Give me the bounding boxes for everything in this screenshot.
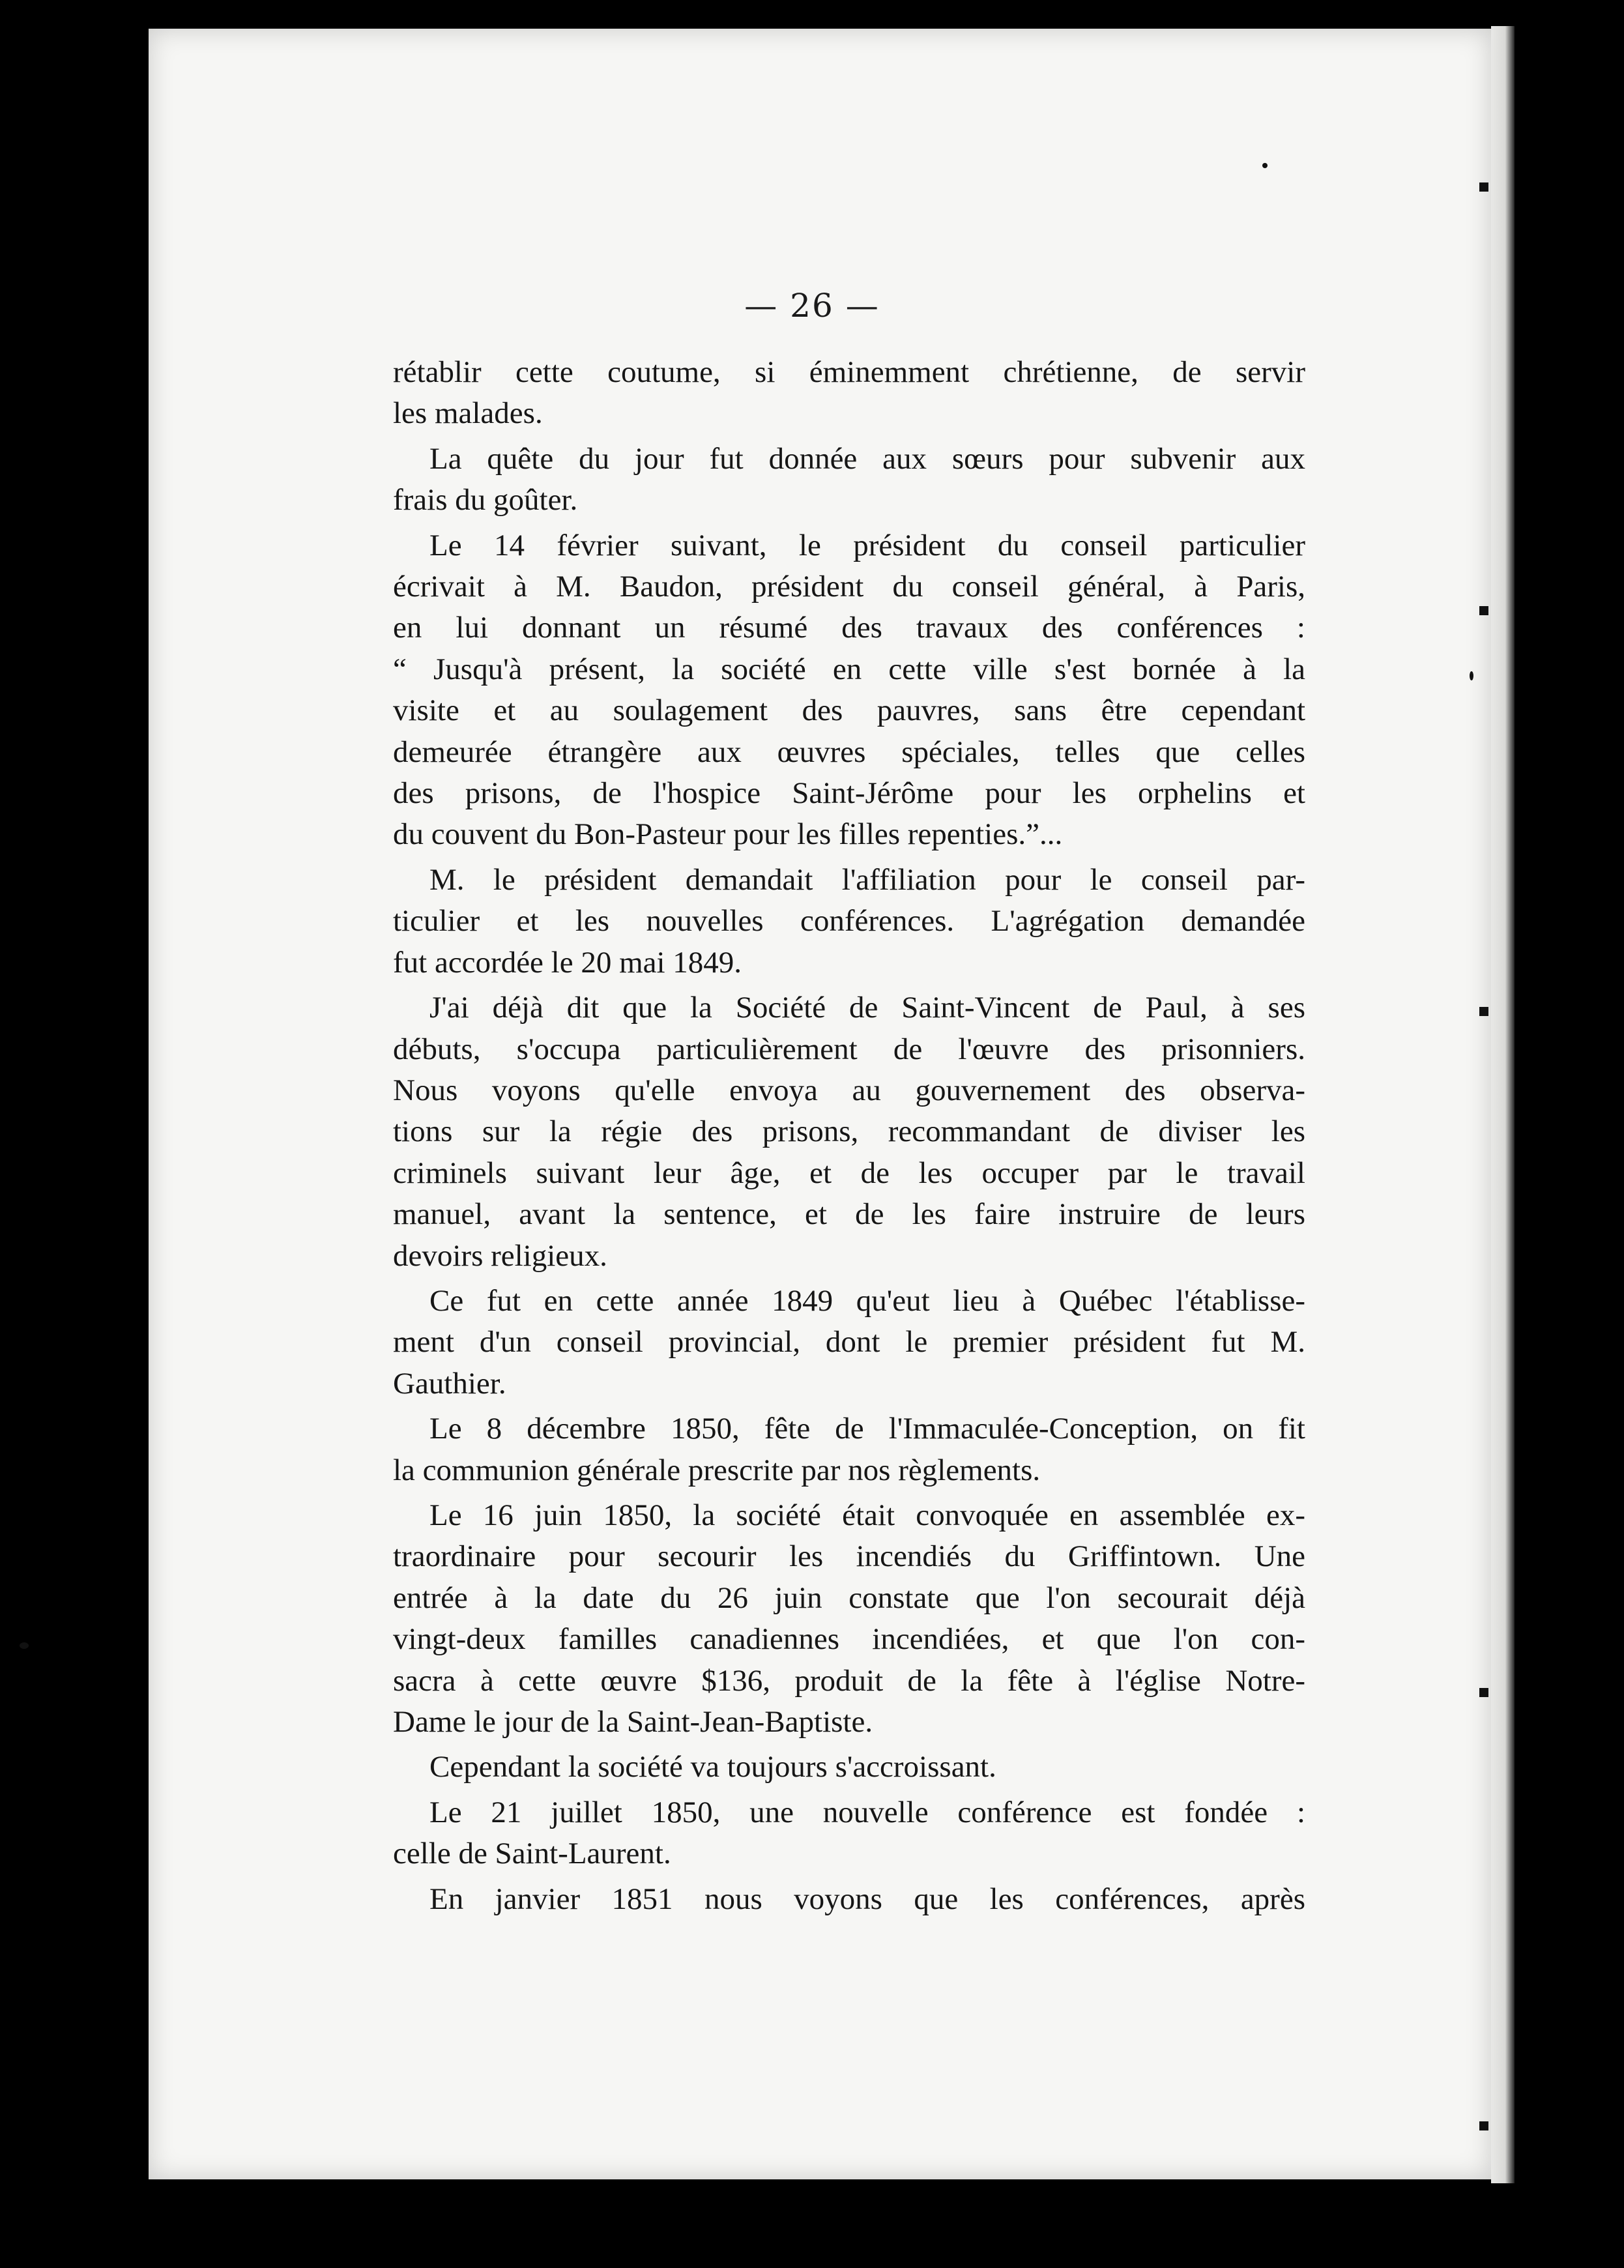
text-line: visite et au soulagement des pauvres, sans être cependant xyxy=(393,693,1305,728)
text-line: En janvier 1851 nous voyons que les conférences, après xyxy=(429,1882,1305,1916)
text-line: celle de Saint-Laurent. xyxy=(393,1837,671,1871)
dust-speck xyxy=(20,1642,29,1649)
page-body-text xyxy=(393,352,1305,1924)
text-line: M. le président demandait l'affiliation pour le conseil par- xyxy=(429,862,1305,897)
text-line: Gauthier. xyxy=(393,1366,506,1401)
text-line: vingt-deux familles canadiennes incendiées, et que l'on con- xyxy=(393,1622,1305,1657)
paragraph xyxy=(393,860,1305,983)
text-line: Cependant la société va toujours s'accroissant. xyxy=(429,1750,996,1784)
text-line: fut accordée le 20 mai 1849. xyxy=(393,945,742,980)
paragraph xyxy=(393,1408,1305,1491)
paragraph xyxy=(393,439,1305,521)
paragraph xyxy=(393,1281,1305,1404)
text-line: Le 14 février suivant, le président du conseil particulier xyxy=(429,528,1305,562)
paragraph xyxy=(393,1792,1305,1875)
text-line: criminels suivant leur âge, et de les occuper par le travail xyxy=(393,1156,1305,1190)
text-line: rétablir cette coutume, si éminemment chrétienne, de servir xyxy=(393,355,1305,389)
text-line: ticulier et les nouvelles conférences. L'agrégation demandée xyxy=(393,904,1305,938)
binding-mark xyxy=(1479,606,1488,615)
text-line: Le 8 décembre 1850, fête de l'Immaculée-Conception, on fit xyxy=(429,1412,1305,1446)
text-line: les malades. xyxy=(393,396,543,431)
text-line: demeurée étrangère aux œuvres spéciales, telles que celles xyxy=(393,734,1305,769)
text-line: la communion générale prescrite par nos règlements. xyxy=(393,1453,1041,1487)
text-line: Le 21 juillet 1850, une nouvelle conférence est fondée : xyxy=(429,1795,1305,1829)
text-line: débuts, s'occupa particulièrement de l'œuvre des prisonniers. xyxy=(393,1032,1305,1066)
text-line: Nous voyons qu'elle envoya au gouvernement des observa- xyxy=(393,1073,1305,1107)
binding-mark xyxy=(1479,2121,1488,2130)
text-line: ment d'un conseil provincial, dont le premier président fut M. xyxy=(393,1325,1305,1359)
paragraph xyxy=(393,987,1305,1277)
text-line: J'ai déjà dit que la Société de Saint-Vincent de Paul, à ses xyxy=(429,991,1305,1025)
text-line: traordinaire pour secourir les incendiés du Griffintown. Une xyxy=(393,1539,1305,1574)
text-line: entrée à la date du 26 juin constate que l'on secourait déjà xyxy=(393,1580,1305,1615)
text-line: “ Jusqu'à présent, la société en cette ville s'est bornée à la xyxy=(393,652,1305,686)
text-line: La quête du jour fut donnée aux sœurs pour subvenir aux xyxy=(429,441,1305,476)
text-line: Dame le jour de la Saint-Jean-Baptiste. xyxy=(393,1705,873,1739)
text-line: Ce fut en cette année 1849 qu'eut lieu à Québec l'établisse- xyxy=(429,1283,1305,1318)
text-line: en lui donnant un résumé des travaux des conférences : xyxy=(393,611,1305,645)
paragraph xyxy=(393,352,1305,435)
text-line: manuel, avant la sentence, et de les faire instruire de leurs xyxy=(393,1197,1305,1232)
binding-mark xyxy=(1479,182,1488,192)
page-edge xyxy=(1491,26,1515,2183)
paragraph xyxy=(393,1879,1305,1920)
paragraph xyxy=(393,525,1305,856)
text-line: des prisons, de l'hospice Saint-Jérôme pour les orphelins et xyxy=(393,776,1305,811)
text-line: tions sur la régie des prisons, recommandant de diviser les xyxy=(393,1114,1305,1149)
dust-speck xyxy=(1470,671,1473,680)
text-line: du couvent du Bon-Pasteur pour les filles repenties.”... xyxy=(393,817,1063,852)
binding-mark xyxy=(1479,1688,1488,1697)
paragraph xyxy=(393,1747,1305,1788)
dust-speck xyxy=(1262,163,1268,168)
text-line: devoirs religieux. xyxy=(393,1238,607,1273)
page-number: — 26 — xyxy=(744,287,880,325)
text-line: frais du goûter. xyxy=(393,483,578,517)
binding-mark xyxy=(1479,1007,1488,1016)
paragraph xyxy=(393,1495,1305,1743)
text-line: Le 16 juin 1850, la société était convoquée en assemblée ex- xyxy=(429,1498,1305,1532)
text-line: sacra à cette œuvre $136, produit de la fête à l'église Notre- xyxy=(393,1663,1305,1698)
text-line: écrivait à M. Baudon, président du conseil général, à Paris, xyxy=(393,570,1305,604)
